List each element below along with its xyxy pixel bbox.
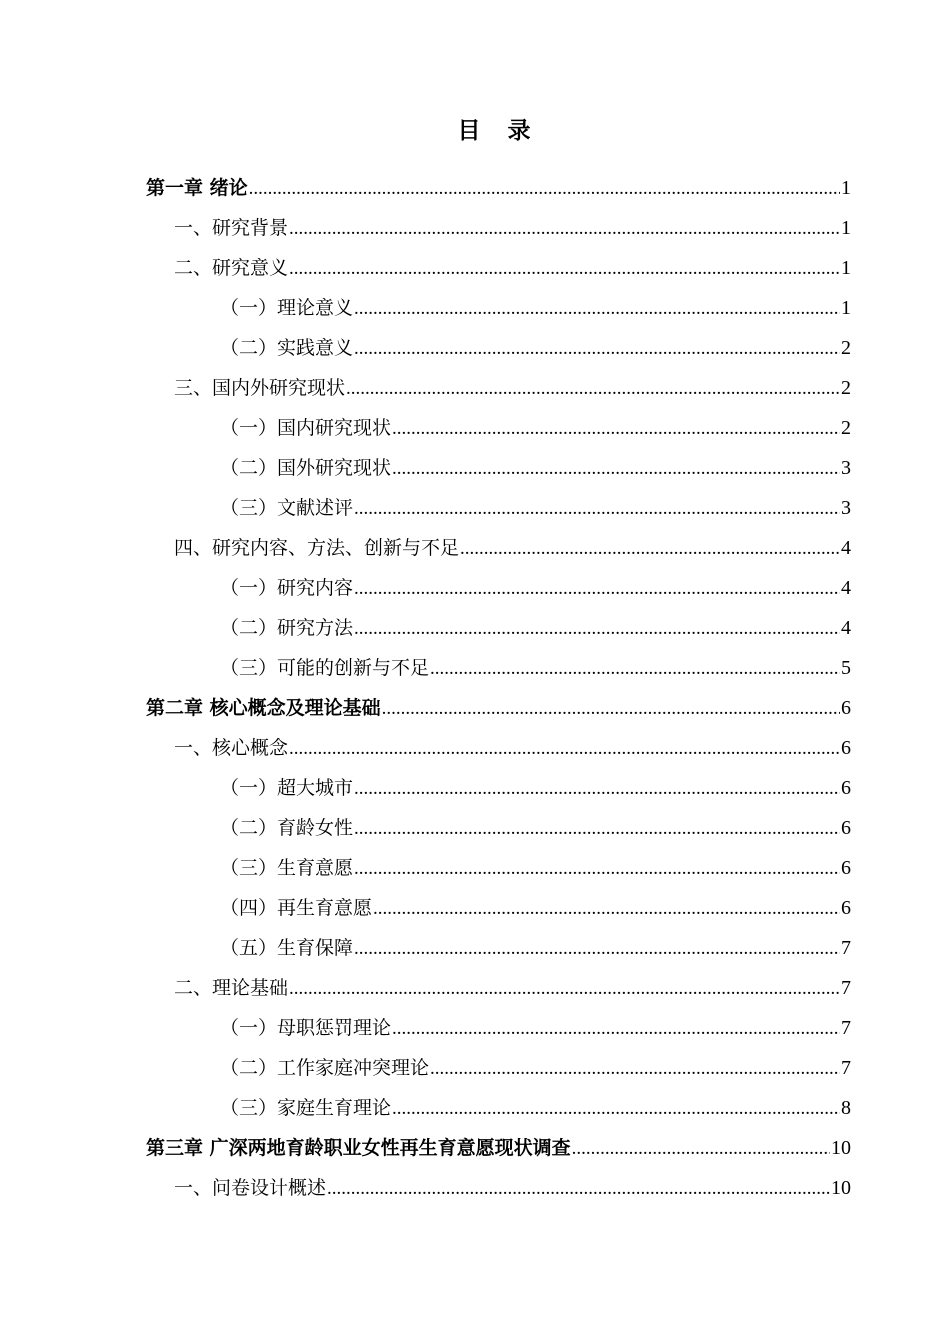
toc-entry-label: （一）理论意义 xyxy=(220,297,354,319)
toc-entry-page-number: 6 xyxy=(841,897,851,919)
toc-entry-label: 三、国内外研究现状 xyxy=(174,377,346,399)
toc-entry-page-number: 10 xyxy=(831,1137,851,1159)
toc-entry-label: （四）再生育意愿 xyxy=(220,897,373,919)
toc-entry-label: 第一章 绪论 xyxy=(146,177,248,199)
toc-entry-label: （一）国内研究现状 xyxy=(220,417,392,439)
dot-leader xyxy=(392,449,840,489)
toc-entry-page-number: 6 xyxy=(841,817,851,839)
toc-entry-page-number: 4 xyxy=(841,577,851,599)
toc-entry[interactable] xyxy=(220,448,851,488)
toc-entry[interactable] xyxy=(220,888,851,928)
dot-leader xyxy=(354,609,840,649)
toc-entry[interactable] xyxy=(174,368,851,408)
toc-entry[interactable] xyxy=(174,528,851,568)
dot-leader xyxy=(354,329,840,369)
toc-entry-page-number: 6 xyxy=(841,697,851,719)
dot-leader xyxy=(354,489,840,529)
toc-entry-label: （三）文献述评 xyxy=(220,497,354,519)
toc-entry-page-number: 2 xyxy=(841,337,851,359)
toc-entry-page-number: 1 xyxy=(841,177,851,199)
toc-entry-label: （二）实践意义 xyxy=(220,337,354,359)
toc-entry[interactable] xyxy=(174,968,851,1008)
dot-leader xyxy=(392,1089,840,1129)
toc-entry-page-number: 2 xyxy=(841,417,851,439)
toc-entry[interactable] xyxy=(220,768,851,808)
dot-leader xyxy=(289,249,840,289)
toc-entry[interactable] xyxy=(174,248,851,288)
toc-entry-label: （二）育龄女性 xyxy=(220,817,354,839)
dot-leader xyxy=(392,1009,840,1049)
toc-entry-page-number: 4 xyxy=(841,617,851,639)
dot-leader xyxy=(327,1169,830,1209)
toc-entry[interactable] xyxy=(146,1128,851,1168)
dot-leader xyxy=(354,929,840,969)
dot-leader xyxy=(392,409,840,449)
toc-entry-page-number: 1 xyxy=(841,297,851,319)
dot-leader xyxy=(346,369,840,409)
toc-entry-label: 一、研究背景 xyxy=(174,217,289,239)
dot-leader xyxy=(460,529,840,569)
toc-entry-label: （三）生育意愿 xyxy=(220,857,354,879)
toc-entry[interactable] xyxy=(174,1168,851,1208)
toc-entry[interactable] xyxy=(220,1048,851,1088)
toc-entry[interactable] xyxy=(220,848,851,888)
dot-leader xyxy=(430,1049,840,1089)
toc-entry-page-number: 6 xyxy=(841,857,851,879)
toc-entry-page-number: 10 xyxy=(831,1177,851,1199)
toc-entry-label: 一、核心概念 xyxy=(174,737,289,759)
dot-leader xyxy=(289,209,840,249)
toc-entry-label: （二）工作家庭冲突理论 xyxy=(220,1057,430,1079)
dot-leader xyxy=(354,769,840,809)
toc-entry[interactable] xyxy=(146,688,851,728)
dot-leader xyxy=(249,169,840,209)
dot-leader xyxy=(354,809,840,849)
toc-entry-label: （一）超大城市 xyxy=(220,777,354,799)
toc-entry-label: 一、问卷设计概述 xyxy=(174,1177,327,1199)
toc-entry[interactable] xyxy=(220,808,851,848)
toc-entry-label: （五）生育保障 xyxy=(220,937,354,959)
toc-entry-page-number: 6 xyxy=(841,777,851,799)
toc-entry[interactable] xyxy=(220,488,851,528)
toc-entry-label: （一）母职惩罚理论 xyxy=(220,1017,392,1039)
toc-entry-page-number: 2 xyxy=(841,377,851,399)
toc-entry[interactable] xyxy=(220,608,851,648)
toc-entry[interactable] xyxy=(174,208,851,248)
dot-leader xyxy=(354,569,840,609)
toc-entry-page-number: 1 xyxy=(841,257,851,279)
toc-entry[interactable] xyxy=(220,648,851,688)
toc-entry[interactable] xyxy=(220,328,851,368)
toc-entry-page-number: 4 xyxy=(841,537,851,559)
dot-leader xyxy=(354,289,840,329)
toc-entry[interactable] xyxy=(220,928,851,968)
dot-leader xyxy=(289,969,840,1009)
toc-entry-page-number: 5 xyxy=(841,657,851,679)
toc-entry-page-number: 6 xyxy=(841,737,851,759)
dot-leader xyxy=(354,849,840,889)
toc-entry-page-number: 1 xyxy=(841,217,851,239)
toc-entry-label: 第二章 核心概念及理论基础 xyxy=(146,697,381,719)
toc-entry-page-number: 3 xyxy=(841,497,851,519)
toc-entry-label: （一）研究内容 xyxy=(220,577,354,599)
dot-leader xyxy=(382,689,840,729)
toc-entry-page-number: 7 xyxy=(841,1017,851,1039)
toc-entry[interactable] xyxy=(174,728,851,768)
dot-leader xyxy=(572,1129,830,1169)
toc-entry[interactable] xyxy=(220,568,851,608)
toc-entry[interactable] xyxy=(220,408,851,448)
toc-entry-page-number: 7 xyxy=(841,937,851,959)
toc-entry-page-number: 7 xyxy=(841,1057,851,1079)
toc-entry-page-number: 3 xyxy=(841,457,851,479)
toc-entry-label: 四、研究内容、方法、创新与不足 xyxy=(174,537,460,559)
toc-entry[interactable] xyxy=(220,288,851,328)
toc-entry-label: （三）可能的创新与不足 xyxy=(220,657,430,679)
toc-entry-label: （三）家庭生育理论 xyxy=(220,1097,392,1119)
dot-leader xyxy=(430,649,840,689)
dot-leader xyxy=(289,729,840,769)
toc-entry-label: （二）研究方法 xyxy=(220,617,354,639)
dot-leader xyxy=(373,889,840,929)
toc-entry[interactable] xyxy=(146,168,851,208)
toc-entry-page-number: 7 xyxy=(841,977,851,999)
toc-entry[interactable] xyxy=(220,1088,851,1128)
toc-entry-label: （二）国外研究现状 xyxy=(220,457,392,479)
toc-entry-label: 第三章 广深两地育龄职业女性再生育意愿现状调查 xyxy=(146,1137,571,1159)
toc-title: 目 录 xyxy=(457,118,533,144)
toc-entry-label: 二、研究意义 xyxy=(174,257,289,279)
toc-entry-page-number: 8 xyxy=(841,1097,851,1119)
toc-entry-label: 二、理论基础 xyxy=(174,977,289,999)
toc-entry[interactable] xyxy=(220,1008,851,1048)
